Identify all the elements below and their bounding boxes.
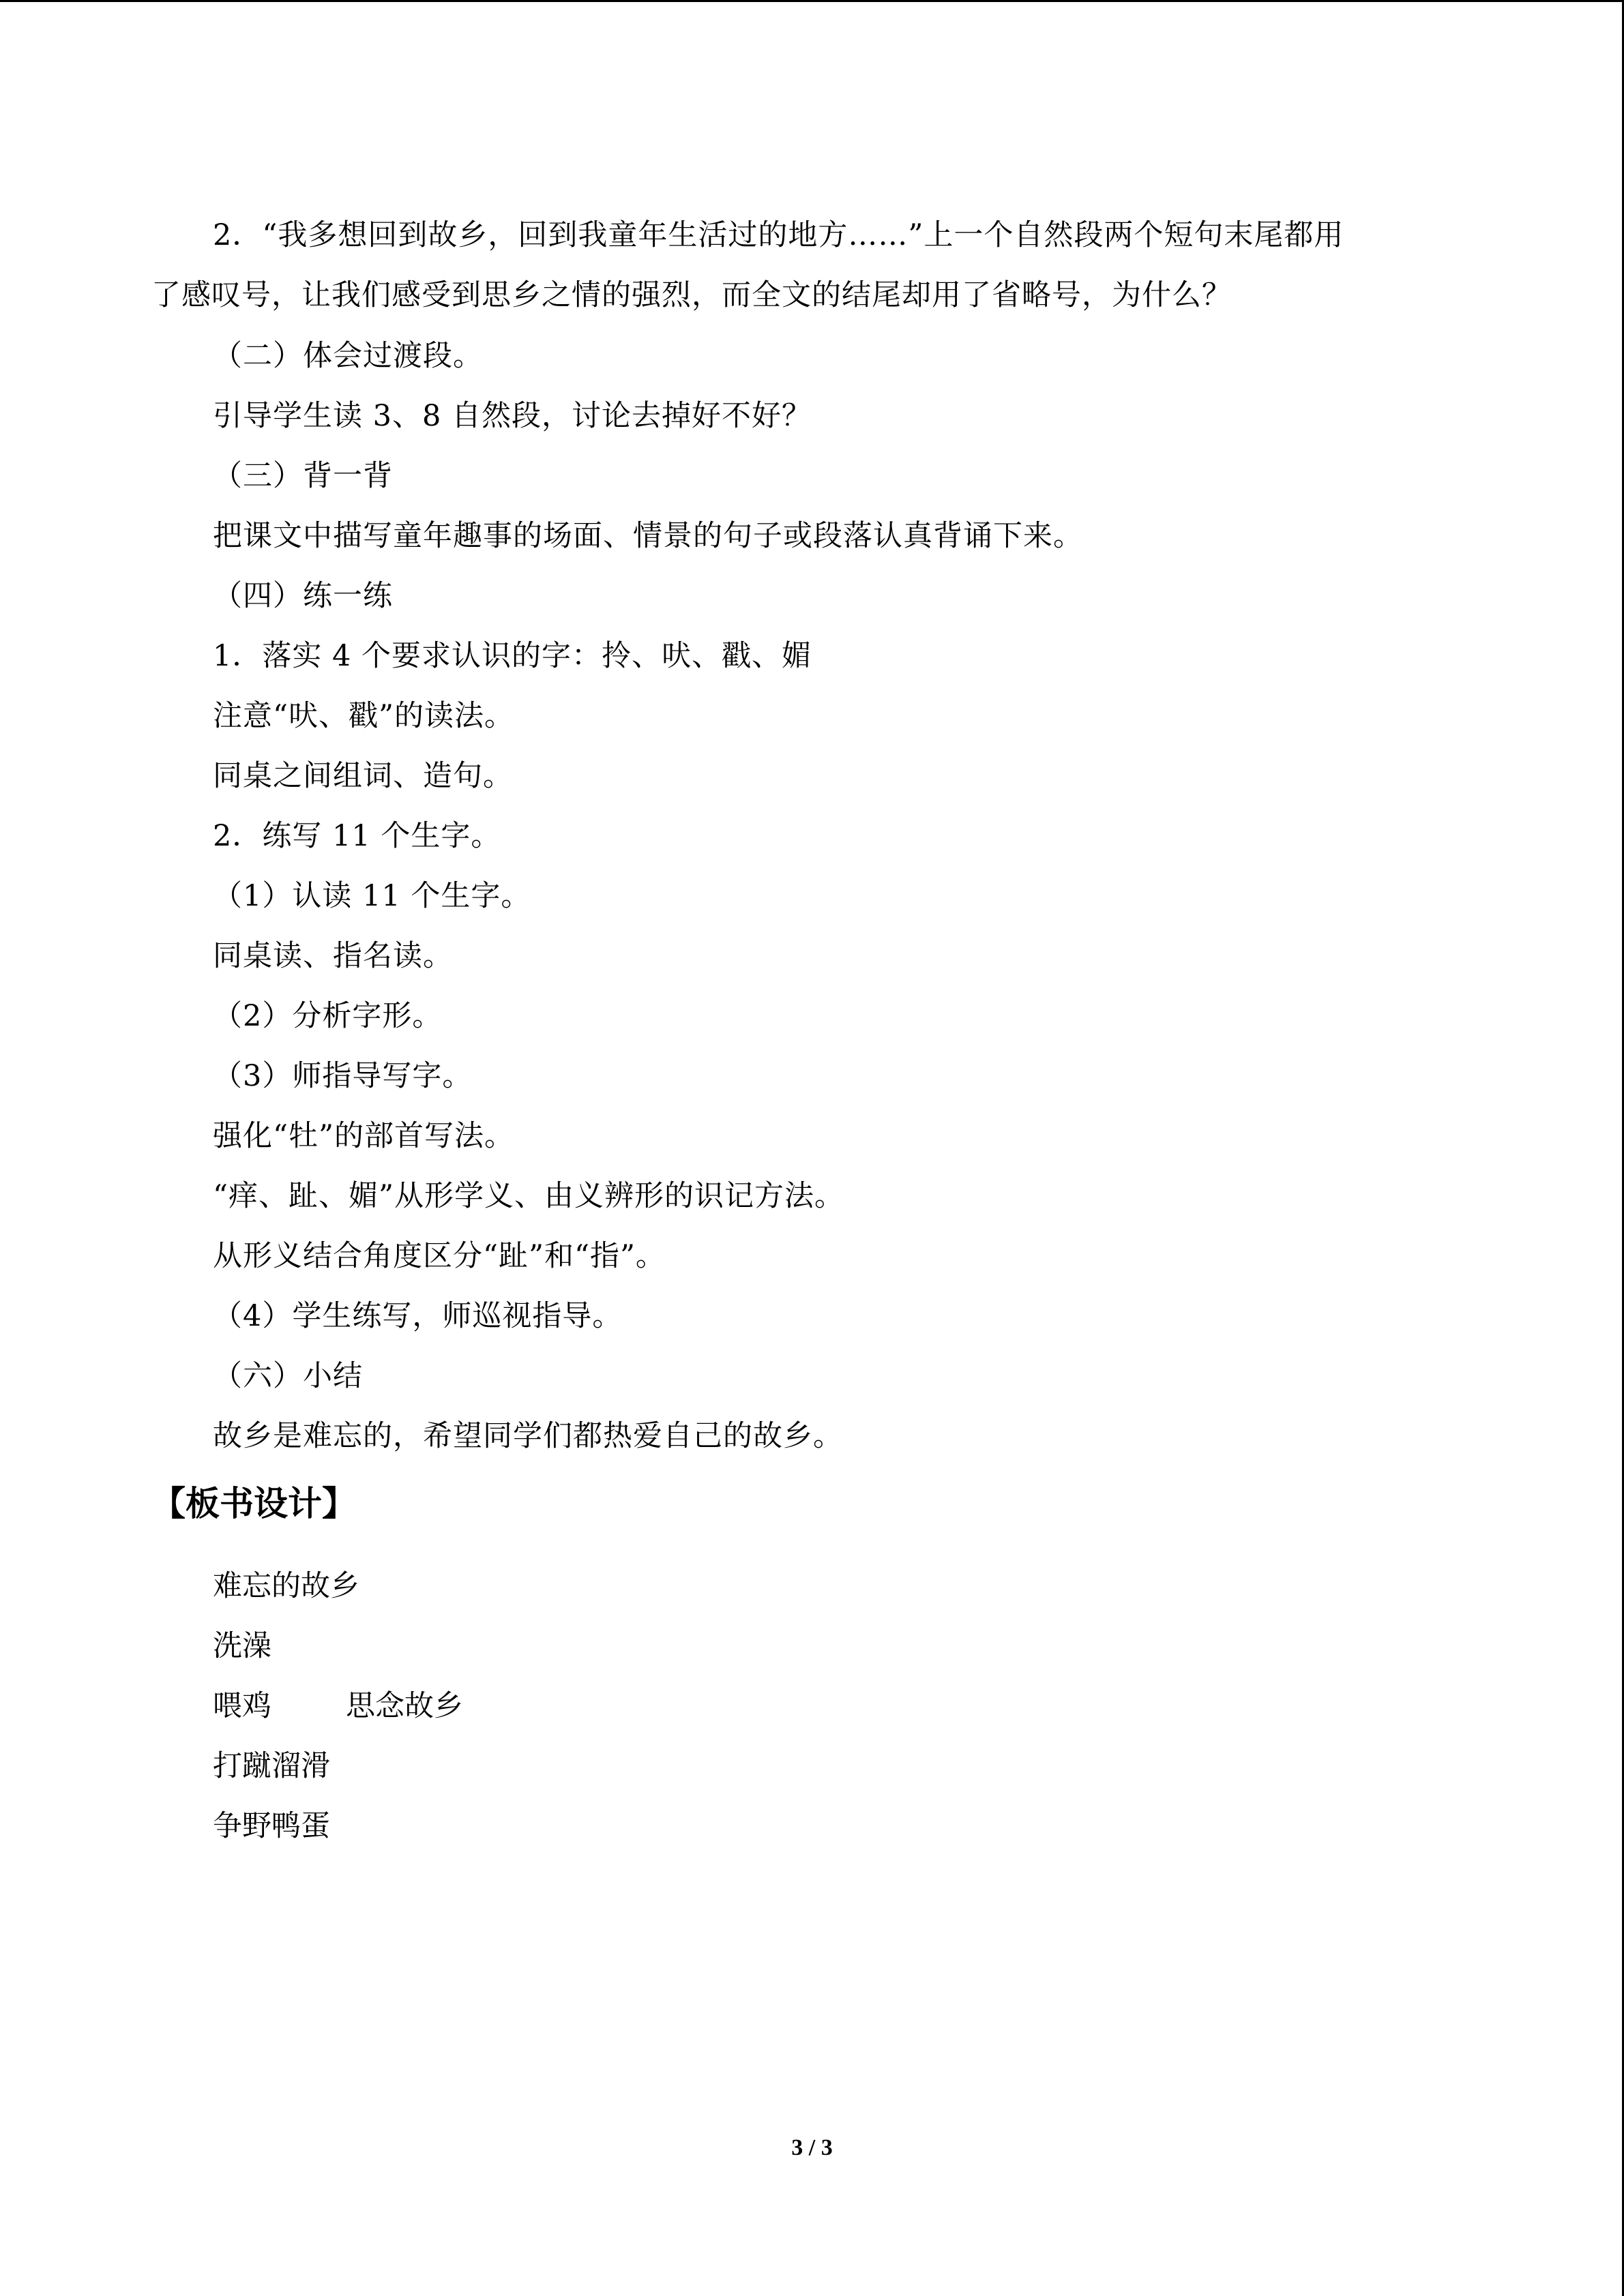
board-theme: 思念故乡 — [346, 1689, 463, 1723]
paragraph-line: 2．“我多想回到故乡，回到我童年生活过的地方……”上一个自然段两个短句末尾都用 — [213, 218, 1344, 252]
board-design-heading: 【板书设计】 — [151, 1484, 356, 1523]
paragraph-line: 注意“吠、戳”的读法。 — [213, 699, 514, 733]
board-item: 喂鸡 — [213, 1689, 271, 1723]
paragraph-line: 同桌读、指名读。 — [213, 939, 453, 973]
board-row — [213, 1686, 463, 1727]
paragraph-line: 故乡是难忘的，希望同学们都热爱自己的故乡。 — [213, 1419, 843, 1453]
paragraph-line: 强化“牡”的部首写法。 — [213, 1119, 514, 1153]
paragraph-line: 了感叹号，让我们感受到思乡之情的强烈，而全文的结尾却用了省略号，为什么？ — [151, 278, 1232, 312]
section-title: （六）小结 — [213, 1359, 363, 1393]
section-title: （四）练一练 — [213, 579, 393, 613]
paragraph-line: “痒、趾、媚”从形学义、由义辨形的识记方法。 — [213, 1179, 844, 1213]
paragraph-line: 从形义结合角度区分“趾”和“指”。 — [213, 1239, 666, 1273]
list-item: （4）学生练写，师巡视指导。 — [213, 1299, 623, 1333]
section-title: （二）体会过渡段。 — [213, 339, 483, 373]
list-item: （3）师指导写字。 — [213, 1059, 473, 1093]
paragraph-line: 把课文中描写童年趣事的场面、情景的句子或段落认真背诵下来。 — [213, 519, 1083, 553]
list-item: 2．练写 11 个生字。 — [213, 819, 501, 853]
list-item: （2）分析字形。 — [213, 999, 443, 1033]
paragraph-line: 引导学生读 3、8 自然段，讨论去掉好不好？ — [213, 399, 812, 433]
section-title: （三）背一背 — [213, 459, 393, 493]
board-item: 争野鸭蛋 — [213, 1809, 330, 1843]
board-item: 打蹴溜滑 — [213, 1749, 330, 1783]
board-title: 难忘的故乡 — [213, 1569, 359, 1603]
list-item: （1）认读 11 个生字。 — [213, 879, 531, 913]
page-number: 3 / 3 — [791, 2135, 833, 2160]
board-item: 洗澡 — [213, 1629, 271, 1663]
paragraph-line: 同桌之间组词、造句。 — [213, 759, 513, 793]
list-item: 1．落实 4 个要求认识的字：拎、吠、戳、媚 — [213, 639, 812, 673]
